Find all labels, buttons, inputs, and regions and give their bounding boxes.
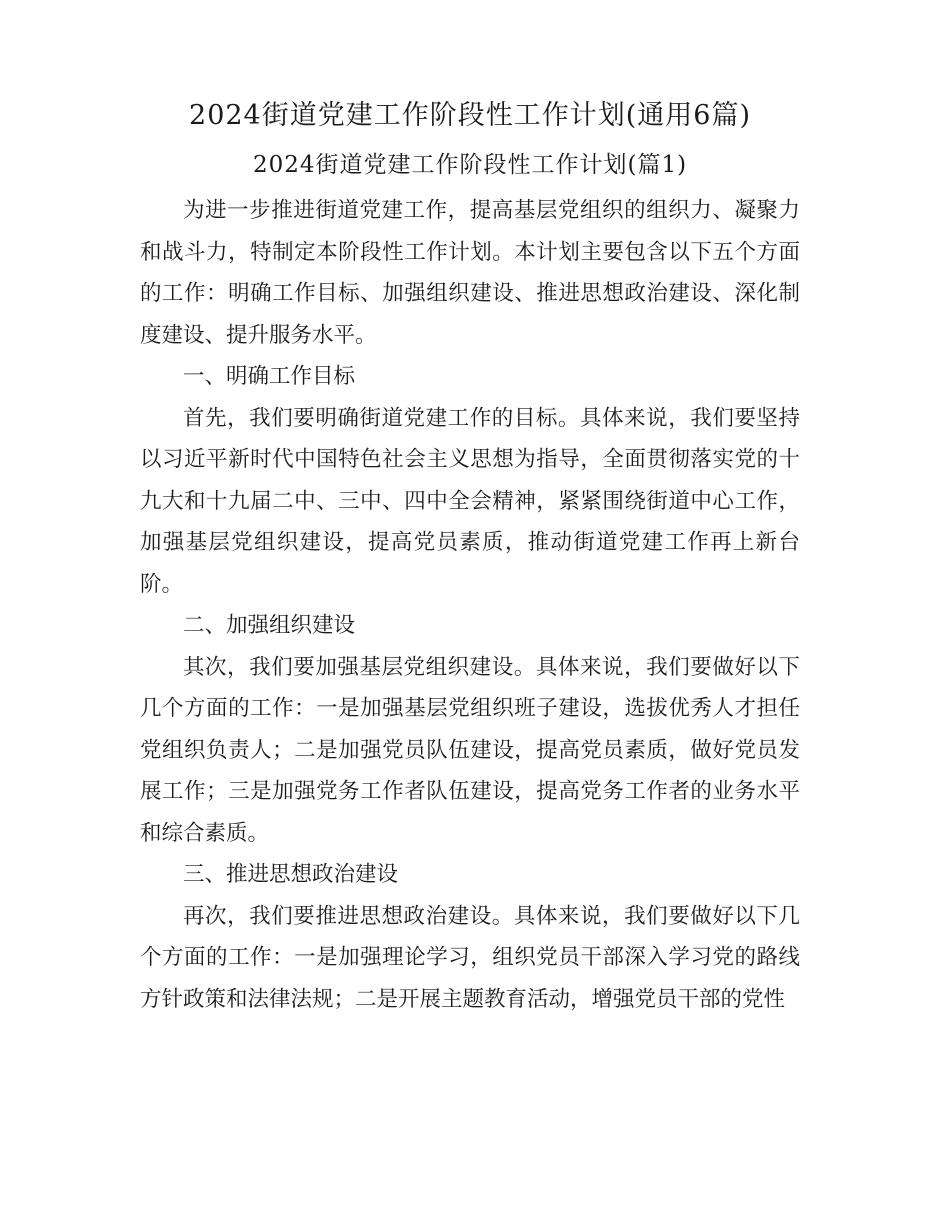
section-paragraph-3: 再次，我们要推进思想政治建设。具体来说，我们要做好以下几个方面的工作：一是加强理论学习，组织党员干部深入学习党的路线方针政策和法律法规；二是开展主题教育活动，增强党员干部的党性 xyxy=(140,903,800,1012)
document-title: 2024街道党建工作阶段性工作计划(通用6篇) xyxy=(189,100,751,131)
section-heading-3: 三、推进思想政治建设 xyxy=(183,862,399,887)
section-paragraph-1: 首先，我们要明确街道党建工作的目标。具体来说，我们要坚持以习近平新时代中国特色社会主义思想为指导，全面贯彻落实党的十九大和十九届二中、三中、四中全会精神，紧紧围绕街道中心工作，加强基层党组织建设，提高党员素质，推动街道党建工作再上新台阶。 xyxy=(140,405,800,597)
section-heading-2: 二、加强组织建设 xyxy=(183,613,356,638)
document-subtitle: 2024街道党建工作阶段性工作计划(篇1) xyxy=(252,152,688,178)
section-heading-1: 一、明确工作目标 xyxy=(183,364,356,389)
intro-paragraph: 为进一步推进街道党建工作，提高基层党组织的组织力、凝聚力和战斗力，特制定本阶段性工作计划。本计划主要包含以下五个方面的工作：明确工作目标、加强组织建设、推进思想政治建设、深化制度建设、提升服务水平。 xyxy=(140,198,800,348)
section-paragraph-2: 其次，我们要加强基层党组织建设。具体来说，我们要做好以下几个方面的工作：一是加强基层党组织班子建设，选拔优秀人才担任党组织负责人；二是加强党员队伍建设，提高党员素质，做好党员发展工作；三是加强党务工作者队伍建设，提高党务工作者的业务水平和综合素质。 xyxy=(140,654,800,846)
document-page xyxy=(140,96,800,1020)
